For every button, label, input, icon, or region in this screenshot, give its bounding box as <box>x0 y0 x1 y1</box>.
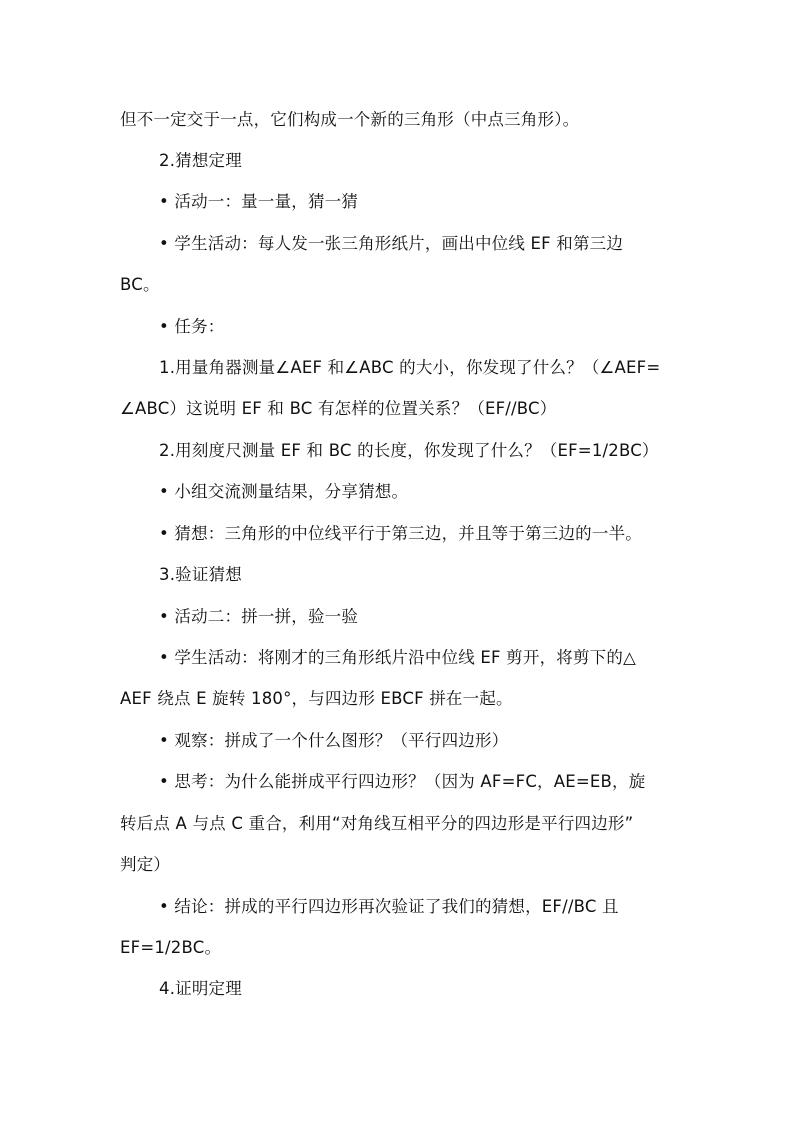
bullet-student-activity-1: • 学生活动：每人发一张三角形纸片，画出中位线 EF 和第三边 <box>159 234 624 253</box>
paragraph-line-think-2: 转后点 A 与点 C 重合，利用“对角线互相平分的四边形是平行四边形” <box>120 814 634 833</box>
bullet-observe: • 观察：拼成了一个什么图形？（平行四边形） <box>159 731 509 750</box>
bullet-activity-two: • 活动二：拼一拼，验一验 <box>159 607 359 626</box>
paragraph-line-1: 但不一定交于一点，它们构成一个新的三角形（中点三角形）。 <box>120 110 580 129</box>
task-item-1-line-1: 1.用量角器测量∠AEF 和∠ABC 的大小，你发现了什么？（∠AEF= <box>159 358 661 377</box>
bullet-conclusion: • 结论：拼成的平行四边形再次验证了我们的猜想，EF//BC 且 <box>159 897 619 916</box>
task-item-1-line-2: ∠ABC）这说明 EF 和 BC 有怎样的位置关系？（EF//BC） <box>120 399 557 418</box>
paragraph-line-rotate: AEF 绕点 E 旋转 180°，与四边形 EBCF 拼在一起。 <box>120 689 513 708</box>
bullet-group-discussion: • 小组交流测量结果，分享猜想。 <box>159 482 409 501</box>
bullet-think: • 思考：为什么能拼成平行四边形？（因为 AF=FC，AE=EB，旋 <box>159 772 646 791</box>
section-heading-verify: 3.验证猜想 <box>159 565 242 584</box>
paragraph-line-think-3: 判定） <box>120 855 171 874</box>
paragraph-line-bc: BC。 <box>120 275 160 294</box>
paragraph-line-conclusion-2: EF=1/2BC。 <box>120 938 222 957</box>
section-heading-guess-theorem: 2.猜想定理 <box>159 151 242 170</box>
section-heading-prove: 4.证明定理 <box>159 979 242 998</box>
bullet-task: • 任务： <box>159 317 225 336</box>
task-item-2: 2.用刻度尺测量 EF 和 BC 的长度，你发现了什么？（EF=1/2BC） <box>159 441 659 460</box>
bullet-student-activity-2: • 学生活动：将刚才的三角形纸片沿中位线 EF 剪开，将剪下的△ <box>159 648 636 667</box>
bullet-activity-one: • 活动一：量一量，猜一猜 <box>159 192 359 211</box>
bullet-conjecture: • 猜想：三角形的中位线平行于第三边，并且等于第三边的一半。 <box>159 524 642 543</box>
